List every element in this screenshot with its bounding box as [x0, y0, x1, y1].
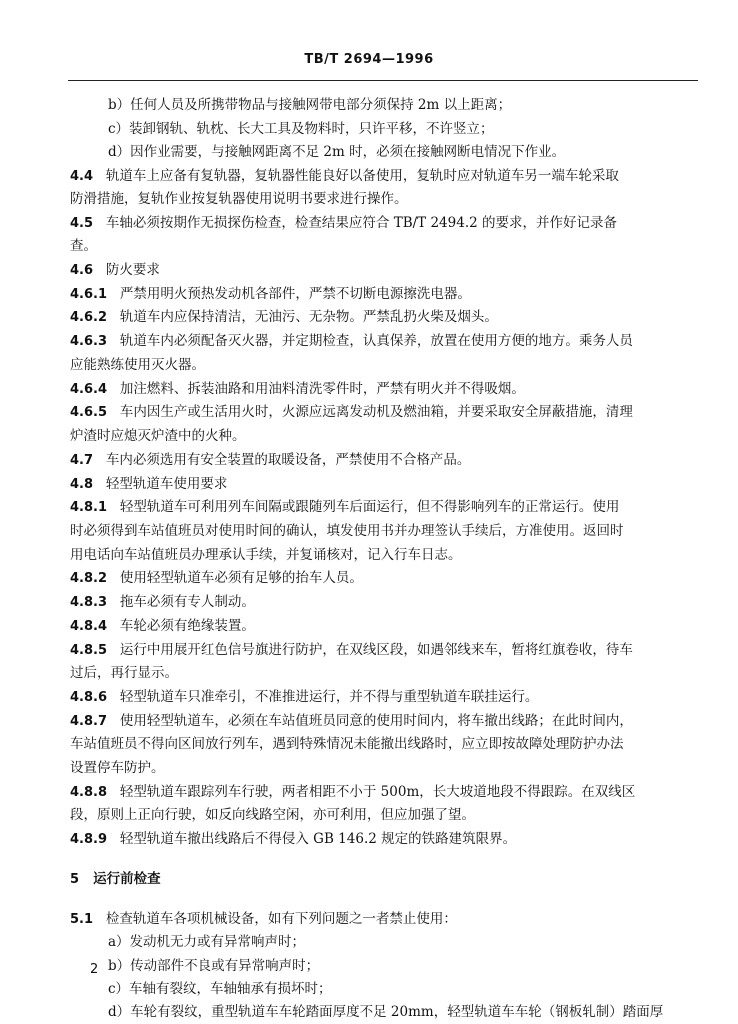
clause-4-8-7-cont: 车站值班员不得向区间放行列车，遇到特殊情况未能撤出线路时，应立即按故障处理防护办法 — [70, 736, 624, 752]
clause-number: 4.8.4 — [70, 619, 108, 634]
clause-4-6-4 — [70, 380, 525, 399]
clause-4-8-1-cont: 时必须得到车站值班员对使用时间的确认，填发使用书并办理签认手续后，方准使用。返回时 — [70, 523, 624, 539]
clause-text: 检查轨道车各项机械设备，如有下列问题之一者禁止使用： — [105, 911, 457, 927]
clause-5-1 — [70, 910, 457, 929]
clause-4-8-6 — [70, 688, 538, 707]
clause-number: 4.6.3 — [70, 334, 108, 349]
clause-4-8-7 — [70, 712, 633, 731]
subitem-b: b）任何人员及所携带物品与接触网带电部分须保持 2m 以上距离； — [108, 97, 512, 113]
clause-4-8-5-cont: 过后，再行显示。 — [70, 665, 178, 681]
clause-text: 轻型轨道车只准牵引，不准推进运行，并不得与重型轨道车联挂运行。 — [119, 689, 539, 705]
clause-4-8-1-cont: 用电话向车站值班员办理承认手续，并复诵核对，记入行车日志。 — [70, 547, 462, 563]
clause-text: 车轮必须有绝缘装置。 — [119, 618, 255, 634]
clause-number: 4.7 — [70, 453, 94, 468]
clause-number: 4.8.5 — [70, 643, 108, 658]
document-code-header: TB/T 2694—1996 — [304, 52, 434, 67]
clause-4-7 — [70, 451, 470, 470]
clause-text: 运行中用展开红色信号旗进行防护，在双线区段，如遇邻线来车，暂将红旗卷收，待车 — [119, 642, 633, 658]
clause-text: 轨道车内必须配备灭火器，并定期检查，认真保养，放置在使用方便的地方。乘务人员 — [119, 333, 633, 349]
clause-number: 4.4 — [70, 169, 94, 184]
clause-4-8-3 — [70, 593, 255, 612]
section-5-heading — [70, 870, 161, 889]
clause-number: 4.5 — [70, 216, 94, 231]
clause-number: 4.6.5 — [70, 405, 108, 420]
clause-number: 4.6.4 — [70, 382, 108, 397]
clause-number: 4.8.7 — [70, 714, 108, 729]
clause-4-8-9 — [70, 830, 516, 849]
clause-text: 使用轻型轨道车必须有足够的抬车人员。 — [119, 570, 363, 586]
clause-4-8-1 — [70, 498, 619, 517]
clause-4-8-4 — [70, 617, 255, 636]
subitem-d: d）因作业需要，与接触网距离不足 2m 时，必须在接触网断电情况下作业。 — [108, 144, 566, 160]
clause-text: 车内必须选用有安全装置的取暖设备，严禁使用不合格产品。 — [105, 452, 471, 468]
section-title: 运行前检查 — [93, 871, 161, 887]
clause-text: 防火要求 — [105, 262, 160, 278]
subitem-5-1-d: d）车轮有裂纹，重型轨道车车轮踏面厚度不足 20mm，轻型轨道车车轮（钢板轧制）踏面厚 — [108, 1004, 664, 1020]
clause-text: 车轴必须按期作无损探伤检查，检查结果应符合 TB/T 2494.2 的要求，并作好记录备 — [105, 215, 617, 231]
clause-4-8 — [70, 475, 227, 494]
clause-number: 4.8.9 — [70, 832, 108, 847]
clause-number: 4.8.1 — [70, 500, 108, 515]
clause-4-6-5 — [70, 403, 633, 422]
clause-text: 轻型轨道车使用要求 — [105, 476, 228, 492]
clause-4-4-cont: 防滑措施，复轨作业按复轨器使用说明书要求进行操作。 — [70, 191, 408, 207]
clause-number: 4.8.8 — [70, 785, 108, 800]
clause-4-4 — [70, 167, 619, 186]
clause-number: 4.8.3 — [70, 595, 108, 610]
clause-text: 轻型轨道车可利用列车间隔或跟随列车后面运行，但不得影响列车的正常运行。使用 — [119, 499, 620, 515]
clause-number: 4.8 — [70, 477, 94, 492]
header-rule — [68, 80, 698, 81]
subitem-5-1-c: c）车轴有裂纹，车轴轴承有损坏时； — [108, 981, 332, 997]
clause-number: 4.8.6 — [70, 690, 108, 705]
clause-4-8-8 — [70, 783, 635, 802]
clause-number: 4.6 — [70, 263, 94, 278]
clause-text: 轨道车内应保持清洁，无油污、无杂物。严禁乱扔火柴及烟头。 — [119, 309, 498, 325]
clause-4-6-1 — [70, 285, 471, 304]
clause-text: 轻型轨道车撤出线路后不得侵入 GB 146.2 规定的铁路建筑限界。 — [119, 831, 517, 847]
clause-4-6-3-cont: 应能熟练使用灭火器。 — [70, 357, 205, 373]
clause-text: 严禁用明火预热发动机各部件，严禁不切断电源擦洗电器。 — [119, 286, 471, 302]
clause-4-8-2 — [70, 569, 363, 588]
subitem-5-1-b: b）传动部件不良或有异常响声时； — [108, 958, 320, 974]
clause-4-8-8-cont: 段，原则上正向行驶，如反向线路空闲，亦可利用，但应加强了望。 — [70, 807, 475, 823]
clause-text: 使用轻型轨道车，必须在车站值班员同意的使用时间内，将车撤出线路；在此时间内， — [119, 713, 633, 729]
clause-4-6-5-cont: 炉渣时应熄灭炉渣中的火种。 — [70, 428, 246, 444]
section-number: 5 — [70, 872, 80, 887]
clause-number: 4.8.2 — [70, 571, 108, 586]
clause-text: 轨道车上应备有复轨器，复轨器性能良好以备使用，复轨时应对轨道车另一端车轮采取 — [105, 168, 619, 184]
clause-4-6 — [70, 261, 160, 280]
clause-number: 4.6.2 — [70, 310, 108, 325]
clause-number: 4.6.1 — [70, 287, 108, 302]
clause-4-6-2 — [70, 308, 498, 327]
clause-number: 5.1 — [70, 912, 94, 927]
subitem-5-1-a: a）发动机无力或有异常响声时； — [108, 934, 306, 950]
clause-text: 轻型轨道车跟踪列车行驶，两者相距不小于 500m，长大坡道地段不得跟踪。在双线区 — [119, 784, 636, 800]
clause-4-5 — [70, 214, 617, 233]
clause-text: 加注燃料、拆装油路和用油料清洗零件时，严禁有明火并不得吸烟。 — [119, 381, 525, 397]
page-number: 2 — [90, 962, 99, 977]
clause-4-8-5 — [70, 641, 633, 660]
clause-4-8-7-cont: 设置停车防护。 — [70, 760, 165, 776]
clause-text: 拖车必须有专人制动。 — [119, 594, 255, 610]
clause-4-5-cont: 查。 — [70, 238, 97, 254]
clause-text: 车内因生产或生活用火时，火源应远离发动机及燃油箱，并要采取安全屏蔽措施，清理 — [119, 404, 633, 420]
subitem-c: c）装卸钢轨、轨枕、长大工具及物料时，只许平移，不许竖立； — [108, 121, 494, 137]
clause-4-6-3 — [70, 332, 633, 351]
